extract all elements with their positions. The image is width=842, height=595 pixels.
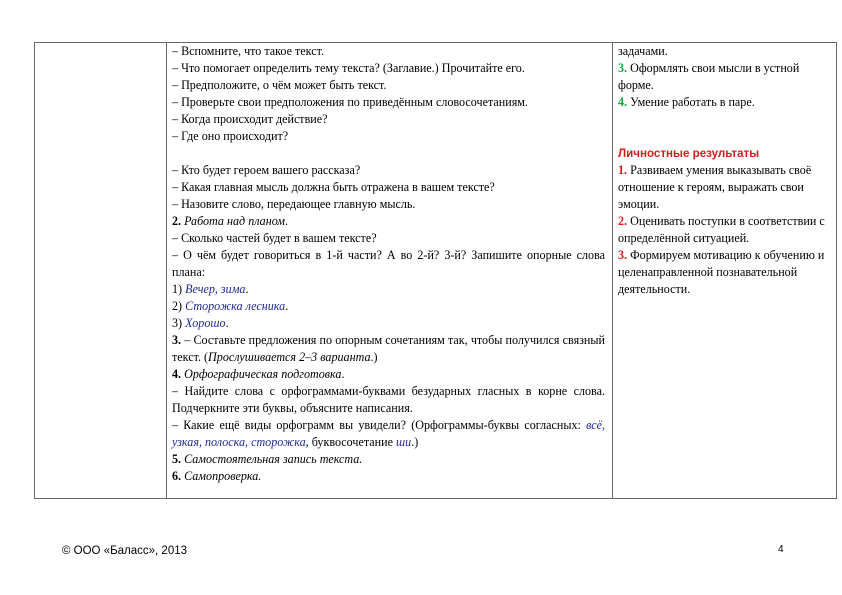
section-title: Самостоятельная запись текста. [184,452,363,466]
section-number: 4. [172,367,182,381]
result-item [618,162,831,213]
question-line: – Что помогает определить тему текста? (Заглавие.) Прочитайте его. [172,61,525,75]
example-words: всё, узкая, полоска, сторожка [172,418,605,449]
column-divider-2 [612,43,613,498]
section-4-heading: 4. Орфографическая подготовка. [172,367,345,381]
personal-results-heading: Личностные результаты [618,147,760,160]
question-line: – Где оно происходит? [172,129,289,143]
result-text: Умение работать в паре. [630,95,755,109]
results-column [618,43,831,298]
section-text-end: .) [370,350,378,364]
result-number: 3. [618,248,628,262]
plan-number: 2) [172,299,183,313]
plan-item-2: 2) Сторожка лесника. [172,299,289,313]
result-text: Оценивать поступки в соответствии с определённой ситуацией. [618,214,825,245]
copyright-footer: © ООО «Баласс», 2013 [62,545,188,557]
result-item [618,213,831,247]
question-text: , буквосочетание [305,435,396,449]
question-line: – Сколько частей будет в вашем тексте? [172,231,377,245]
question-line: – Предположите, о чём может быть текст. [172,78,387,92]
lesson-table [34,42,837,499]
result-number: 2. [618,214,628,228]
question-line: – Назовите слово, передающее главную мысль. [172,197,416,211]
spacer [618,128,831,145]
section-6-heading [172,468,605,485]
column-divider-1 [166,43,167,498]
plan-number: 3) [172,316,183,330]
section-number: 3. [172,333,182,347]
section-5-heading [172,451,605,468]
section-2-heading: 2. Работа над планом. [172,214,289,228]
section-title: Орфографическая подготовка [184,367,342,381]
section-title: Работа над планом [184,214,286,228]
section-title: Самопроверка. [184,469,262,483]
result-item [618,60,831,94]
section-number: 6. [172,469,182,483]
result-item [618,94,831,111]
question-text: .) [411,435,419,449]
result-number: 4. [618,95,628,109]
question-line: – Вспомните, что такое текст. [172,44,325,58]
result-item [618,247,831,298]
result-text: Развиваем умения выказывать своё отношение к героям, выражать свои эмоции. [618,163,812,211]
question-line: – Какая главная мысль должна быть отражена в вашем тексте? [172,180,495,194]
question-text: – Какие ещё виды орфограмм вы увидели? (Орфограммы-буквы согласных: [172,418,587,432]
spacer [618,111,831,128]
result-text: Формируем мотивацию к обучению и целенаправленной познавательной деятельности. [618,248,825,296]
question-line: – Кто будет героем вашего рассказа? [172,163,361,177]
results-text: задачами. [618,44,668,58]
result-text: Оформлять свои мысли в устной форме. [618,61,800,92]
question-orthograms [172,417,605,451]
question-line: – Проверьте свои предположения по приведённым словосочетаниям. [172,95,528,109]
question-line: – Найдите слова с орфограммами-буквами безударных гласных в корне слова. Подчеркните эти буквы, объясните написания. [172,384,605,415]
plan-number: 1) [172,282,183,296]
result-number: 3. [618,61,628,75]
spacer [172,145,605,162]
section-3-paragraph [172,332,605,366]
plan-text: Хорошо [185,316,226,330]
plan-item-1: 1) Вечер, зима. [172,282,249,296]
section-note: Прослушивается 2–3 варианта [208,350,371,364]
plan-text: Сторожка лесника [185,299,286,313]
question-line: – Когда происходит действие? [172,112,328,126]
question-line: – О чём будет говориться в 1-й части? А во 2-й? 3-й? Запишите опорные слова плана: [172,248,605,279]
result-number: 1. [618,163,628,177]
plan-text: Вечер, зима [185,282,246,296]
section-number: 2. [172,214,182,228]
example-letters: ши [396,435,412,449]
plan-item-3: 3) Хорошо. [172,316,229,330]
page-number: 4 [778,544,784,555]
section-number: 5. [172,452,182,466]
lesson-steps-column [172,43,605,485]
section-text: – Составьте предложения по опорным сочетаниям так, чтобы получился связный текст. ( [172,333,605,364]
